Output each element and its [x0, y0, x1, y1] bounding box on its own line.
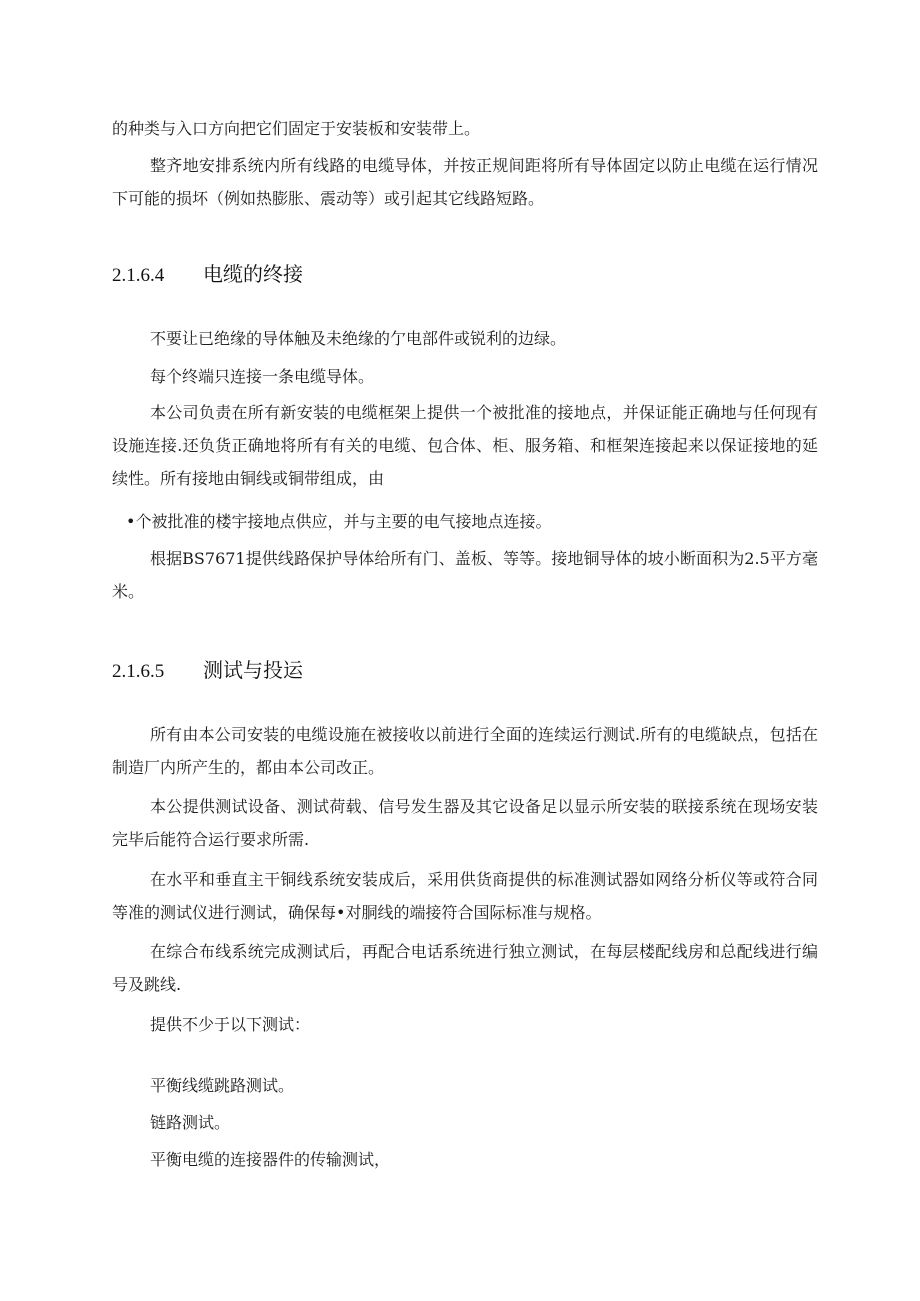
list-item: 平衡线缆跳路测试。 — [150, 1076, 295, 1095]
section-heading — [112, 656, 303, 686]
paragraph: 整齐地安排系统内所有线路的电缆导体，并按正规间距将所有导体固定以防止电缆在运行情况下可能的损坏（例如热膨胀、震动等）或引起其它线路短路。 — [112, 156, 818, 208]
paragraph-bullet-line: •个被批准的楼宇接地点供应，并与主要的电气接地点连接。 — [126, 512, 552, 531]
paragraph-continuation: 的种类与入口方向把它们固定于安装板和安装带上。 — [112, 119, 481, 138]
paragraph: 本公司负责在所有新安装的电缆框架上提供一个被批准的接地点，并保证能正确地与任何现有设施连接.还负货正确地将所有有关的电缆、包合体、柜、服务箱、和框架连接起来以保证接地的延续性。所有接地由铜线或铜带组成，由 — [112, 403, 818, 488]
section-title: 测试与投运 — [203, 658, 303, 682]
paragraph: 根据BS7671提供线路保护导体给所有门、盖板、等等。接地铜导体的坡小断面积为2.5平方毫米。 — [112, 549, 818, 601]
paragraph: 在综合布线系统完成测试后，再配合电话系统进行独立测试，在每层楼配线房和总配线进行编号及跳线. — [112, 942, 818, 994]
paragraph: 本公提供测试设备、测试荷载、信号发生器及其它设备足以显示所安装的联接系统在现场安装完毕后能符合运行要求所需. — [112, 797, 818, 849]
list-item: 平衡电缆的连接器件的传输测试， — [150, 1150, 391, 1169]
list-item: 链路测试。 — [150, 1113, 231, 1132]
paragraph: 每个终端只连接一条电缆导体。 — [150, 367, 375, 386]
paragraph: 所有由本公司安装的电缆设施在被接收以前进行全面的连续运行测试.所有的电缆缺点，包括在制造厂内所产生的，都由本公司改正。 — [112, 725, 818, 777]
paragraph: 不要让已绝缘的导体触及未绝缘的亇电部件或锐利的边绿。 — [150, 329, 567, 348]
section-title: 电缆的终接 — [203, 262, 303, 286]
section-number: 2.1.6.4 — [112, 265, 165, 286]
section-number: 2.1.6.5 — [112, 661, 165, 682]
paragraph: 在水平和垂直主干铜线系统安装成后，采用供货商提供的标准测试器如网络分析仪等或符合同等准的测试仪进行测试，确保每•对胴线的端接符合国际标准与规格。 — [112, 870, 818, 922]
paragraph: 提供不少于以下测试： — [150, 1015, 311, 1034]
section-heading — [112, 260, 303, 290]
